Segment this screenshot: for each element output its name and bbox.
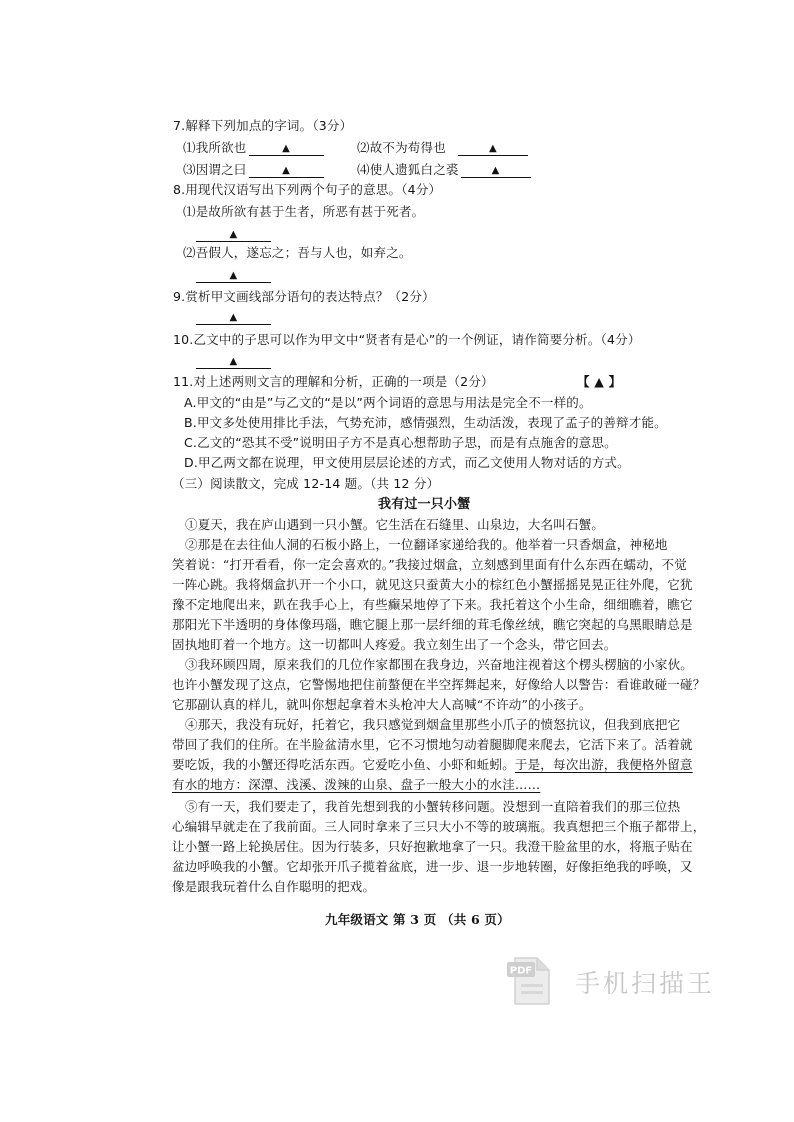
answer-blank[interactable] [196, 226, 271, 242]
section3-heading: （三）阅读散文，完成 12-14 题。（共 12 分） [172, 476, 440, 491]
paragraph-5-line: 让小蟹一路上轮换居住。因为行装多，只好抱歉地拿了一只。我澄干脸盆里的水，将瓶子贴在 [172, 839, 693, 854]
paragraph-4-line [172, 756, 693, 774]
q11-option-a: A.甲文的“由是”与乙文的“是以”两个词语的意思与用法是完全不一样的。 [184, 395, 592, 410]
paragraph-4-text: 要吃饭，我的小蟹还得吃活东西。它爱吃小鱼、小虾和蚯蚓。 [172, 757, 515, 772]
answer-marker: ▲ [282, 143, 290, 154]
answer-blank[interactable] [249, 140, 324, 156]
q7-item-3-text: ⑶因谓之曰 [183, 162, 247, 177]
q11-option-c: C.乙文的“恐其不受”说明田子方不是真心想帮助子思，而是有点施舍的意思。 [184, 435, 617, 450]
answer-marker: ▲ [229, 356, 238, 367]
paragraph-2-line: 一阵心跳。我将烟盒扒开一个小口，就见这只蚕黄大小的棕红色小蟹摇摇晃晃正往外爬，它犹 [172, 577, 693, 592]
article-title: 我有过一只小蟹 [378, 497, 471, 512]
scanner-watermark [507, 952, 717, 1012]
paragraph-1: ①夏天，我在庐山遇到一只小蟹。它生活在石缝里、山泉边，大名叫石蟹。 [185, 517, 605, 532]
q8-answer-2[interactable] [196, 266, 271, 284]
paragraph-2-line: 豫不定地爬出来，趴在我手心上，有些癫呆地停了下来。我托着这个小生命，细细瞧着，瞧它 [172, 597, 693, 612]
answer-blank[interactable] [458, 140, 528, 156]
answer-marker: ▲ [491, 165, 500, 176]
q7-item-4 [357, 161, 531, 179]
paragraph-5-line: 像是跟我玩着什么自作聪明的把戏。 [172, 879, 376, 894]
q9-answer[interactable] [196, 308, 271, 326]
answer-marker: ▲ [229, 229, 238, 240]
q7-item-4-text: ⑷使人遗狐白之裘 [357, 162, 459, 177]
q7-item-1 [183, 139, 324, 157]
paragraph-3-line: ③我环顾四周，原来我们的几位作家都围在我身边，兴奋地注视着这个楞头楞脑的小家伙。 [185, 657, 694, 672]
paragraph-4-line: ④那天，我没有玩好，托着它，我只感觉到烟盒里那些小爪子的愤怒抗议，但我到底把它 [185, 717, 681, 732]
q7-item-1-text: ⑴我所欲也 [183, 140, 247, 155]
answer-blank[interactable] [196, 353, 271, 369]
paragraph-3-line: 它那副认真的样儿，就叫你想起拿着木头枪冲大人高喊“不许动”的小孩子。 [172, 697, 592, 712]
paragraph-5-line: 盆边呼唤我的小蟹。它却张开爪子揽着盆底，进一步、退一步地转圈，好像拒绝我的呼唤，又 [172, 859, 693, 874]
paragraph-2-line: 笑着说：“打开看看，你一定会喜欢的。”我接过烟盒，立刻感到里面有什么东西在蠕动，不觉 [172, 557, 687, 572]
q10-answer[interactable] [196, 352, 271, 370]
answer-marker: ▲ [488, 143, 497, 154]
q7-item-2 [357, 139, 528, 157]
answer-blank[interactable] [196, 267, 271, 283]
q8-title: 8.用现代汉语写出下列两个句子的意思。（4分） [173, 182, 442, 197]
pdf-document-icon [507, 952, 555, 1008]
answer-blank[interactable] [249, 162, 324, 178]
paragraph-4-line: 带回了我们的住所。在半脸盆清水里，它不习惯地匀动着腿脚爬来爬去，它活下来了。活着就 [172, 737, 693, 752]
watermark-text: 手机扫描王 [575, 969, 716, 998]
q11-option-b: B.甲文多处使用排比手法，气势充沛，感情强烈，生动活泼，表现了孟子的善辩才能。 [184, 415, 667, 430]
q8-sentence-1: ⑴是故所欲有甚于生者，所恶有甚于死者。 [183, 204, 425, 219]
underlined-sentence: 于是，每次出游，我便格外留意 [514, 757, 693, 772]
paragraph-2-line: 固执地盯着一个地方。这一切都叫人疼爱。我立刻生出了一个念头，带它回去。 [172, 637, 617, 652]
page-footer: 九年级语文 第 3 页 （共 6 页） [325, 912, 510, 927]
paragraph-5-line: 心编辑早就走在了我前面。三人同时拿来了三只大小不等的玻璃瓶。我真想把三个瓶子都带上， [172, 819, 706, 834]
q7-item-3 [183, 161, 324, 179]
q11-answer-bracket[interactable]: 【 ▲ 】 [577, 374, 622, 389]
paragraph-2-line: 那阳光下半透明的身体像玛瑙，瞧它腿上那一层纤细的茸毛像丝绒，瞧它突起的乌黑眼睛总是 [172, 617, 693, 632]
answer-blank[interactable] [461, 162, 531, 178]
q8-sentence-2: ⑵吾假人，遂忘之；吾与人也，如弃之。 [183, 245, 412, 260]
q10-title: 10.乙文中的子思可以作为甲文中“贤者有是心”的一个例证，请作简要分析。（4分） [173, 332, 641, 347]
underlined-sentence-end: 有水的地方：深潭、浅溪、泼辣的山泉、盘子一般大小的水洼…… [172, 777, 541, 792]
q11-option-d: D.甲乙两文都在说理，甲文使用层层论述的方式，而乙文使用人物对话的方式。 [184, 455, 630, 470]
q7-item-2-text: ⑵故不为苟得也 [357, 140, 446, 155]
answer-marker: ▲ [229, 270, 238, 281]
answer-blank[interactable] [196, 309, 271, 325]
answer-marker: ▲ [282, 165, 290, 176]
q9-title: 9.赏析甲文画线部分语句的表达特点？（2分） [173, 289, 435, 304]
paragraph-5-line: ⑤有一天，我们要走了，我首先想到我的小蟹转移问题。没想到一直陪着我们的那三位热 [185, 799, 681, 814]
q11-title: 11.对上述两则文言的理解和分析，正确的一项是（2分） [173, 374, 494, 389]
answer-marker: ▲ [229, 312, 238, 323]
paragraph-2-line: ②那是在去往仙人洞的石板小路上，一位翻译家递给我的。他举着一只香烟盒，神秘地 [185, 537, 668, 552]
paragraph-3-line: 也许小蟹发现了这点，它警惕地把住前螯便在半空挥舞起来，好像给人以警告：看谁敢碰一碰？ [172, 677, 706, 692]
q7-title: 7.解释下列加点的字词。（3分） [173, 118, 353, 133]
q8-answer-1[interactable] [196, 225, 271, 243]
pdf-badge-label: PDF [509, 965, 533, 977]
